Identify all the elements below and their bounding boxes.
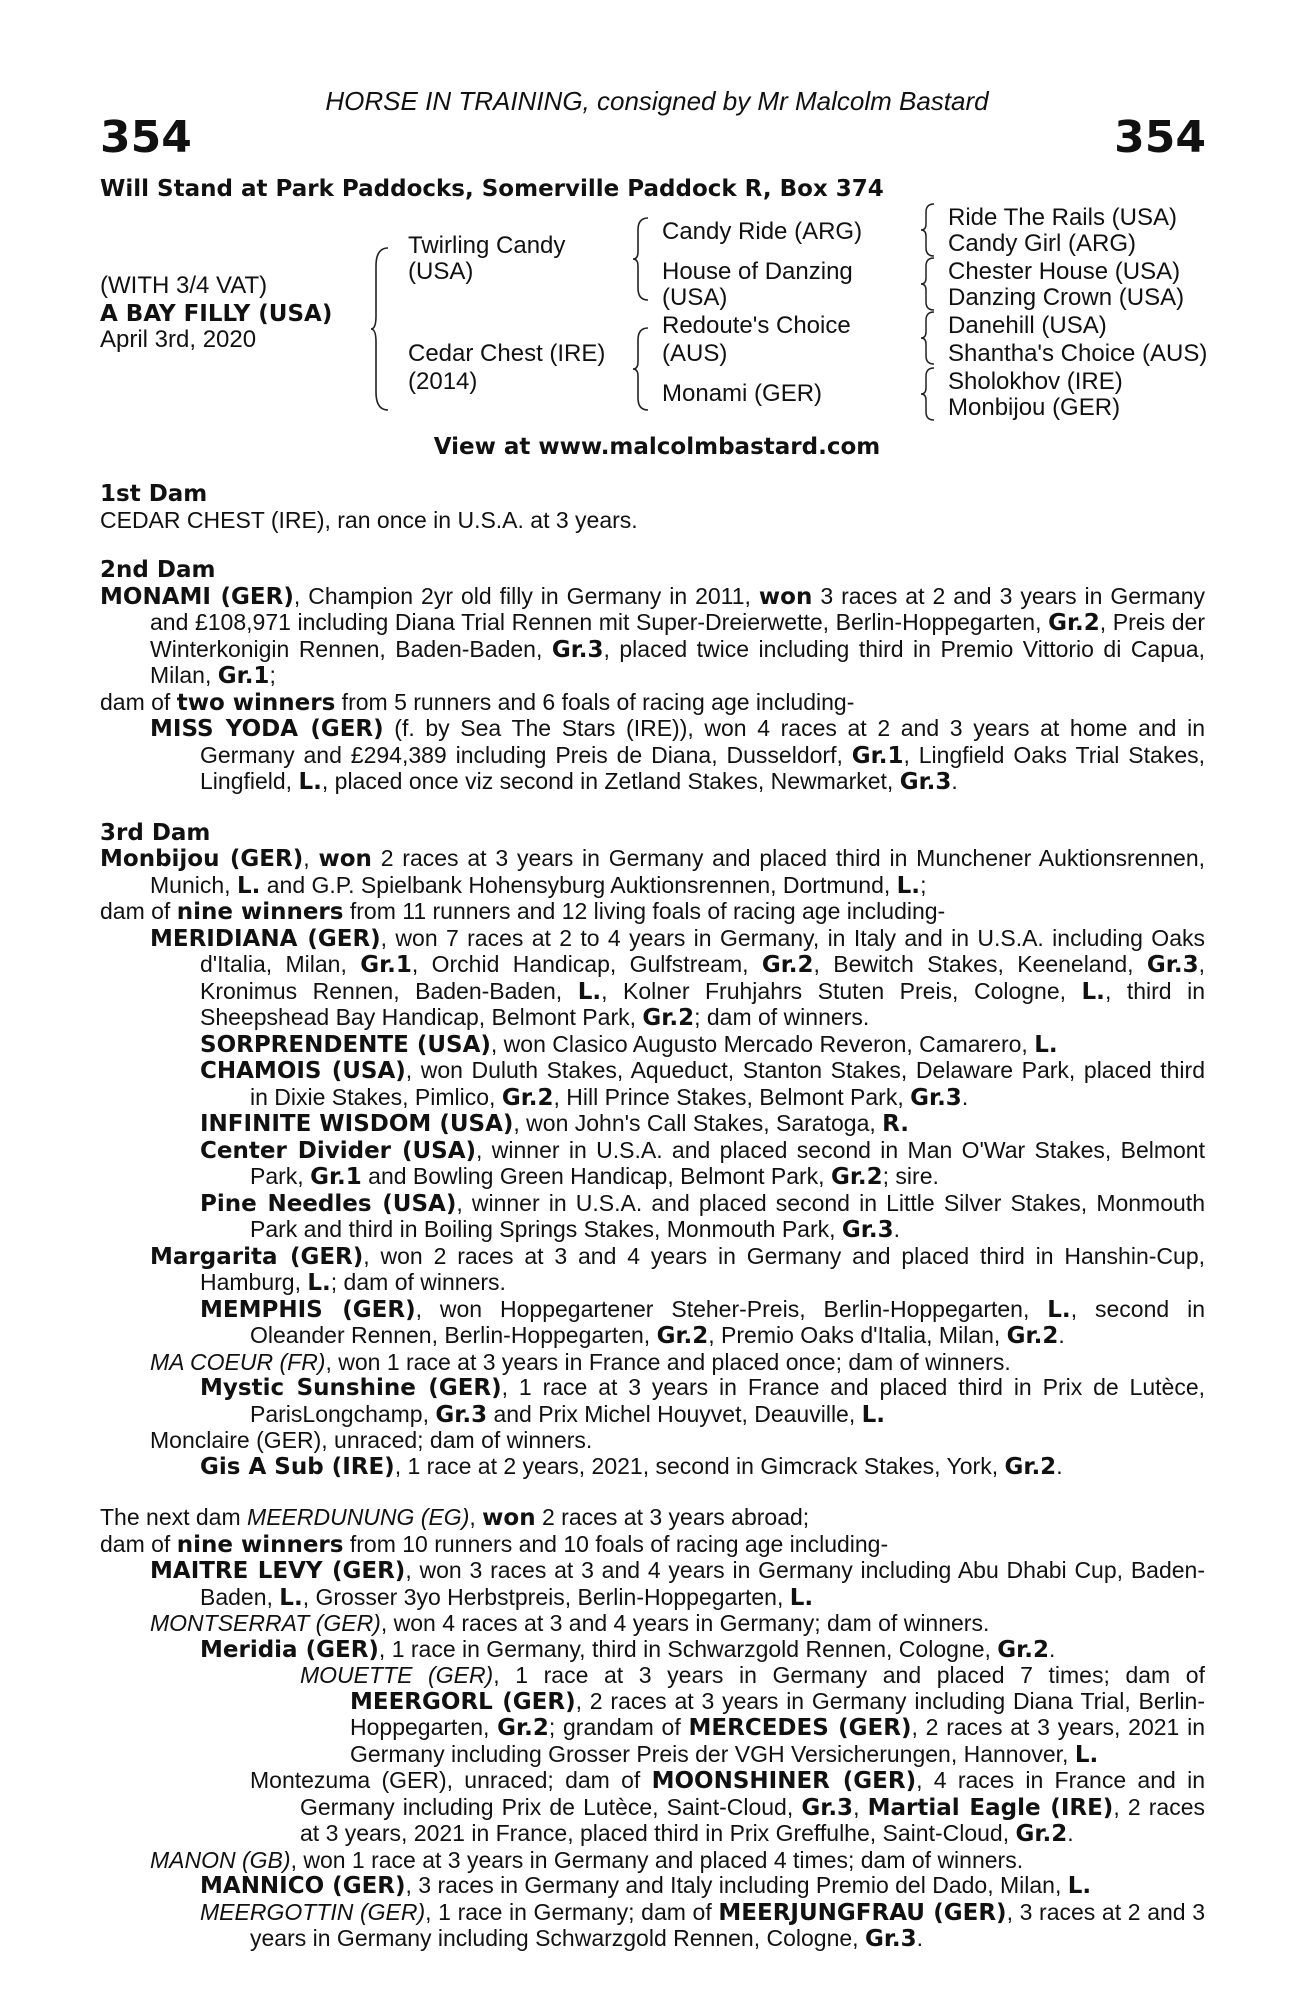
grade: Gr.2 (656, 1323, 709, 1349)
sire-dam-name: House of Danzing (662, 258, 853, 285)
entry-text: . (916, 1925, 924, 1951)
entry-text: , 2 races at 3 years, 2021 in Germany including Grosser Preis der VGH Versicherungen, Hannover, (350, 1714, 1205, 1767)
produce-entry (100, 1428, 1205, 1454)
entry-text: , 1 race in Germany, third in Schwarzgold Rennen, Cologne, (378, 1635, 998, 1662)
grade: L. (1081, 978, 1105, 1005)
horse-name: Meridia (GER) (200, 1636, 379, 1663)
entry-text: , 3 races in Germany and Italy including Premio del Dado, Milan, (405, 1872, 1068, 1898)
lot-number-right: 354 (1114, 112, 1206, 163)
vat-note: (WITH 3/4 VAT) (100, 272, 268, 299)
horse-name: MERIDIANA (GER) (150, 925, 381, 952)
grade: Gr.2 (1048, 610, 1100, 636)
section-title: 2nd Dam (100, 557, 216, 583)
grade: Gr.2 (497, 1715, 549, 1741)
next-dam-section (100, 1505, 1205, 1953)
entry-text: , won 2 races at 3 and 4 years in Germany and placed third in Hanshin-Cup, Hamburg, (200, 1242, 1205, 1295)
dd-dam: Monbijou (GER) (948, 394, 1121, 421)
entry-text: , Champion 2yr old filly in Germany in 2011, (293, 582, 759, 609)
grade: Gr.3 (864, 1926, 917, 1952)
horse-name: MERCEDES (GER) (688, 1715, 912, 1741)
brace-gen2-dam (632, 326, 650, 412)
horse-name: MISS YODA (GER) (150, 716, 384, 742)
produce-entry (100, 1637, 1205, 1664)
grade: L. (307, 1270, 331, 1296)
brace-gen3-1 (920, 202, 936, 258)
entry-text: Montezuma (GER), unraced; dam of (250, 1767, 652, 1793)
dam-sire-country: (AUS) (662, 340, 728, 367)
grade: Gr.2 (830, 1164, 883, 1190)
entry-text: from 5 runners and 6 foals of racing age including- (335, 688, 855, 715)
produce-entry (100, 1032, 1205, 1059)
section-title: 1st Dam (100, 481, 208, 507)
entry-text: , Premio Oaks d'Italia, Milan, (708, 1322, 1007, 1348)
grade: Gr.3 (841, 1217, 894, 1243)
entry-text: , Hill Prince Stakes, Belmont Park, (553, 1083, 911, 1110)
entry-text: from 11 runners and 12 living foals of racing age including- (343, 898, 946, 924)
produce-entry (100, 1558, 1205, 1611)
won-text: won (482, 1505, 536, 1531)
brace-gen3-4 (920, 366, 936, 422)
produce-entry (100, 1111, 1205, 1138)
entry-text: , Grosser 3yo Herbstpreis, Berlin-Hoppegarten, (302, 1583, 790, 1610)
entry-text: ; (269, 662, 276, 688)
entry-text: , placed twice including third in Premio Vittorio di Capua, Milan, (150, 635, 1205, 688)
ds-sire: Danehill (USA) (948, 312, 1107, 339)
entry-text: , won 3 races at 3 and 4 years in Germany including Abu Dhabi Cup, Baden-Baden, (200, 1557, 1205, 1610)
entry-text: , (469, 1504, 483, 1530)
entry-text: , 2 races at 3 years, 2021 in France, placed third in Prix Greffulhe, Saint-Cloud, (300, 1793, 1205, 1846)
stand-location: Will Stand at Park Paddocks, Somerville Paddock R, Box 374 (100, 176, 884, 202)
produce-entry (100, 1873, 1205, 1900)
produce-entry (100, 716, 1205, 796)
horse-name: Pine Needles (USA) (200, 1190, 457, 1217)
horse-name: Mystic Sunshine (GER) (200, 1375, 502, 1401)
produce-entry (100, 1244, 1205, 1297)
horse-name: MA COEUR (FR) (150, 1348, 326, 1375)
entry-text: , won John's Call Stakes, Saratoga, (513, 1110, 883, 1136)
entry-text: , 1 race at 2 years, 2021, second in Gimcrack Stakes, York, (394, 1452, 1005, 1479)
ss-dam: Candy Girl (ARG) (948, 230, 1137, 257)
grade: Gr.3 (1146, 952, 1199, 978)
grade: Gr.1 (851, 742, 904, 769)
horse-name: MEERGOTTIN (GER) (200, 1898, 426, 1925)
entry-text: , 1 race at 3 years in France and placed third in Prix de Lutèce, ParisLongchamp, (250, 1374, 1205, 1427)
entry-text: , placed once viz second in Zetland Stakes, Newmarket, (321, 768, 900, 794)
entry-text: . (961, 1083, 969, 1110)
ss-sire: Ride The Rails (USA) (948, 204, 1177, 231)
entry-text: . (1056, 1452, 1063, 1479)
first-dam-section (100, 482, 1205, 533)
entry-text: The next dam (100, 1504, 248, 1530)
winners-count: nine winners (176, 899, 344, 925)
entry-text: ; dam of winners. (330, 1269, 506, 1295)
grade: L. (1074, 1741, 1099, 1768)
brace-gen1 (370, 246, 390, 412)
view-website-link[interactable]: View at www.malcolmbastard.com (433, 434, 881, 460)
entry-text: , third in Sheepshead Bay Handicap, Belmont Park, (200, 977, 1205, 1030)
grade: L. (279, 1584, 303, 1611)
won-text: won (318, 846, 372, 872)
grade: L. (1067, 1873, 1092, 1899)
grade: Gr.3 (801, 1794, 854, 1821)
grade: Gr.2 (1015, 1821, 1068, 1847)
entry-text: , won Clasico Augusto Mercado Reveron, Camarero, (490, 1030, 1035, 1057)
lot-number-left: 354 (100, 112, 192, 163)
entry-text: 2 races at 3 years in Germany and placed third in Munchener Auktionsrennen, Munich, (150, 845, 1206, 898)
entry-text: , (303, 845, 319, 871)
entry-text: . (1048, 1635, 1056, 1662)
grade: Gr.2 (1004, 1453, 1057, 1480)
produce-entry (100, 1900, 1205, 1953)
entry-text: ; dam of winners. (694, 1004, 870, 1030)
entry-text: , 4 races in France and in Germany including Prix de Lutèce, Saint-Cloud, (300, 1767, 1205, 1820)
produce-entry (100, 1138, 1205, 1191)
entry-text: and G.P. Spielbank Hohensyburg Auktionsrennen, Dortmund, (260, 871, 897, 898)
ds-dam: Shantha's Choice (AUS) (948, 340, 1208, 367)
dam-of-line (100, 899, 1205, 926)
catalogue-body (100, 482, 1205, 1953)
entry-text: , Kolner Fruhjahrs Stuten Preis, Cologne, (601, 977, 1082, 1004)
grade: L. (298, 769, 322, 795)
brace-gen2-sire (632, 216, 650, 302)
entry-text: and Prix Michel Houyvet, Deauville, (487, 1400, 862, 1427)
horse-name: Monbijou (GER) (100, 846, 304, 872)
grade: L. (577, 978, 602, 1005)
entry-text: , won 7 races at 2 to 4 years in Germany, in Italy and in U.S.A. including Oaks d'Italia, Milan, (200, 924, 1205, 977)
horse-name: SORPRENDENTE (USA) (200, 1031, 491, 1058)
dam-of-line (100, 1532, 1205, 1559)
entry-text: and Bowling Green Handicap, Belmont Park, (361, 1163, 831, 1189)
sire-name: Twirling Candy (408, 232, 566, 259)
sd-dam: Danzing Crown (USA) (948, 284, 1185, 311)
foaled-date: April 3rd, 2020 (100, 326, 257, 353)
horse-name: Center Divider (USA) (200, 1137, 477, 1164)
grade: Gr.1 (360, 952, 412, 978)
entry-text: (f. by Sea The Stars (IRE)), won 4 races at 2 and 3 years at home and in Germany and £294,389 including Preis de Diana, Dusseldorf, (200, 715, 1205, 768)
grade: L. (236, 872, 261, 899)
grade: Gr.3 (435, 1401, 488, 1428)
entry-text: , Lingfield Oaks Trial Stakes, Lingfield, (200, 741, 1206, 794)
produce-entry (100, 926, 1205, 1032)
entry-text: , Preis der Winterkonigin Rennen, Baden-Baden, (150, 609, 1205, 662)
horse-name: MONTSERRAT (GER) (150, 1610, 381, 1636)
grade: Gr.2 (1006, 1323, 1059, 1349)
horse-name: MEERGORL (GER) (350, 1688, 576, 1715)
grade: Gr.3 (899, 769, 952, 795)
produce-entry (100, 1297, 1205, 1350)
grade: L. (896, 872, 921, 899)
entry-text: ; (920, 871, 927, 898)
horse-name: CHAMOIS (USA) (200, 1058, 406, 1084)
dam-name: Cedar Chest (IRE) (408, 340, 606, 367)
entry-text: dam of (100, 1530, 177, 1557)
entry-text: , Orchid Handicap, Gulfstream, (411, 951, 762, 977)
brace-gen3-3 (920, 310, 936, 366)
dam-year: (2014) (408, 368, 478, 395)
horse-name: MOUETTE (GER) (300, 1662, 494, 1688)
grade: L. (1047, 1296, 1071, 1323)
entry-text: from 10 runners and 10 foals of racing age including- (343, 1530, 889, 1557)
entry-text: , Kronimus Rennen, Baden-Baden, (200, 951, 1205, 1004)
entry-text: , Bewitch Stakes, Keeneland, (813, 951, 1147, 977)
entry-text: , won 1 race at 3 years in France and placed once; dam of winners. (325, 1348, 1011, 1375)
entry-text: , won 1 race at 3 years in Germany and placed 4 times; dam of winners. (290, 1846, 1024, 1873)
dam-entry (100, 584, 1205, 690)
grade: L. (1034, 1031, 1058, 1058)
horse-name: Gis A Sub (IRE) (200, 1453, 395, 1480)
entry-text: , won 4 races at 3 and 4 years in Germany; dam of winners. (380, 1610, 990, 1636)
grade: R. (882, 1111, 910, 1137)
sire-sire: Candy Ride (ARG) (662, 218, 863, 245)
grade: Gr.1 (217, 663, 270, 689)
horse-name: Margarita (GER) (150, 1243, 364, 1270)
entry-text: , second in Oleander Rennen, Berlin-Hoppegarten, (250, 1295, 1205, 1348)
won-text: won (758, 583, 813, 610)
entry-text: , (853, 1793, 868, 1820)
produce-entry (100, 1454, 1205, 1481)
entry-text: , won Duluth Stakes, Aqueduct, Stanton Stakes, Delaware Park, placed third in Dixie Stakes, Pimlico, (250, 1057, 1205, 1110)
horse-name: MOONSHINER (GER) (651, 1768, 917, 1794)
horse-name: MANON (GB) (150, 1846, 291, 1873)
winners-count: nine winners (176, 1531, 344, 1558)
horse-name: MEMPHIS (GER) (200, 1296, 416, 1323)
grade: Gr.3 (910, 1084, 962, 1111)
horse-name: A BAY FILLY (USA) (100, 301, 333, 327)
horse-name: MEERDUNUNG (EG) (247, 1504, 470, 1530)
produce-entry (100, 1191, 1205, 1244)
sire-dam-country: (USA) (662, 284, 728, 311)
produce-entry (100, 1663, 1205, 1768)
horse-name: Martial Eagle (IRE) (867, 1794, 1114, 1821)
produce-entry (100, 1058, 1205, 1111)
entry-text: Monclaire (GER), unraced; dam of winners. (150, 1427, 593, 1453)
entry-text: dam of (100, 898, 177, 924)
entry-text: , winner in U.S.A. and placed second in Man O'War Stakes, Belmont Park, (250, 1136, 1205, 1189)
dam-entry (100, 1505, 1205, 1532)
third-dam-section (100, 821, 1205, 1481)
horse-name: MANNICO (GER) (200, 1873, 406, 1899)
entry-text: . (1067, 1820, 1074, 1846)
entry-text: ; grandam of (548, 1714, 689, 1740)
produce-entry (100, 1848, 1205, 1874)
produce-entry (100, 1375, 1205, 1428)
horse-name: INFINITE WISDOM (USA) (200, 1111, 514, 1137)
grade: Gr.1 (310, 1164, 362, 1190)
produce-entry (100, 1350, 1205, 1376)
dam-of-line (100, 690, 1205, 717)
entry-text: , winner in U.S.A. and placed second in Little Silver Stakes, Monmouth Park and third in Boiling Springs Stakes, Monmouth Park, (250, 1189, 1205, 1242)
entry-text: 3 races at 2 and 3 years in Germany and £108,971 including Diana Trial Rennen mit Super-Dreierwette, Berlin-Hoppegarten, (150, 582, 1205, 635)
entry-text: 2 races at 3 years abroad; (535, 1504, 810, 1530)
brace-gen3-2 (920, 256, 936, 312)
entry-text: . (951, 768, 958, 794)
produce-entry (100, 1768, 1205, 1848)
section-title: 3rd Dam (100, 819, 211, 846)
horse-name: MEERJUNGFRAU (GER) (718, 1899, 1007, 1926)
grade: Gr.3 (551, 636, 604, 663)
entry-text: . (893, 1216, 900, 1242)
grade: Gr.2 (997, 1636, 1049, 1663)
dam-dam: Monami (GER) (662, 380, 823, 407)
entry-text: . (1058, 1322, 1065, 1348)
grade: L. (861, 1401, 886, 1428)
dam-sire-name: Redoute's Choice (662, 312, 851, 339)
entry-text: , 1 race at 3 years in Germany and placed 7 times; dam of (493, 1662, 1205, 1688)
second-dam-section (100, 558, 1205, 796)
winners-count: two winners (176, 689, 336, 716)
dd-sire: Sholokhov (IRE) (948, 368, 1123, 395)
grade: Gr.2 (761, 952, 814, 978)
dam-entry (100, 846, 1205, 899)
grade: Gr.2 (501, 1084, 554, 1111)
horse-name: MAITRE LEVY (GER) (150, 1558, 406, 1584)
sire-country: (USA) (408, 258, 474, 285)
grade: Gr.2 (642, 1005, 695, 1031)
entry-text: , 3 races at 2 and 3 years in Germany including Schwarzgold Rennen, Cologne, (250, 1898, 1206, 1951)
horse-name: MONAMI (GER) (100, 583, 294, 610)
produce-entry (100, 1611, 1205, 1637)
grade: L. (789, 1584, 814, 1611)
dam-entry: CEDAR CHEST (IRE), ran once in U.S.A. at 3 years. (100, 506, 638, 533)
entry-text: ; sire. (882, 1163, 939, 1189)
entry-text: dam of (100, 688, 177, 715)
page-title: HORSE IN TRAINING, consigned by Mr Malcolm Bastard (325, 86, 989, 116)
entry-text: , won Hoppegartener Steher-Preis, Berlin-Hoppegarten, (415, 1295, 1048, 1322)
entry-text: , 1 race in Germany; dam of (425, 1898, 719, 1925)
sd-sire: Chester House (USA) (948, 258, 1181, 285)
entry-text: , 2 races at 3 years in Germany including Diana Trial, Berlin-Hoppegarten, (350, 1687, 1205, 1740)
